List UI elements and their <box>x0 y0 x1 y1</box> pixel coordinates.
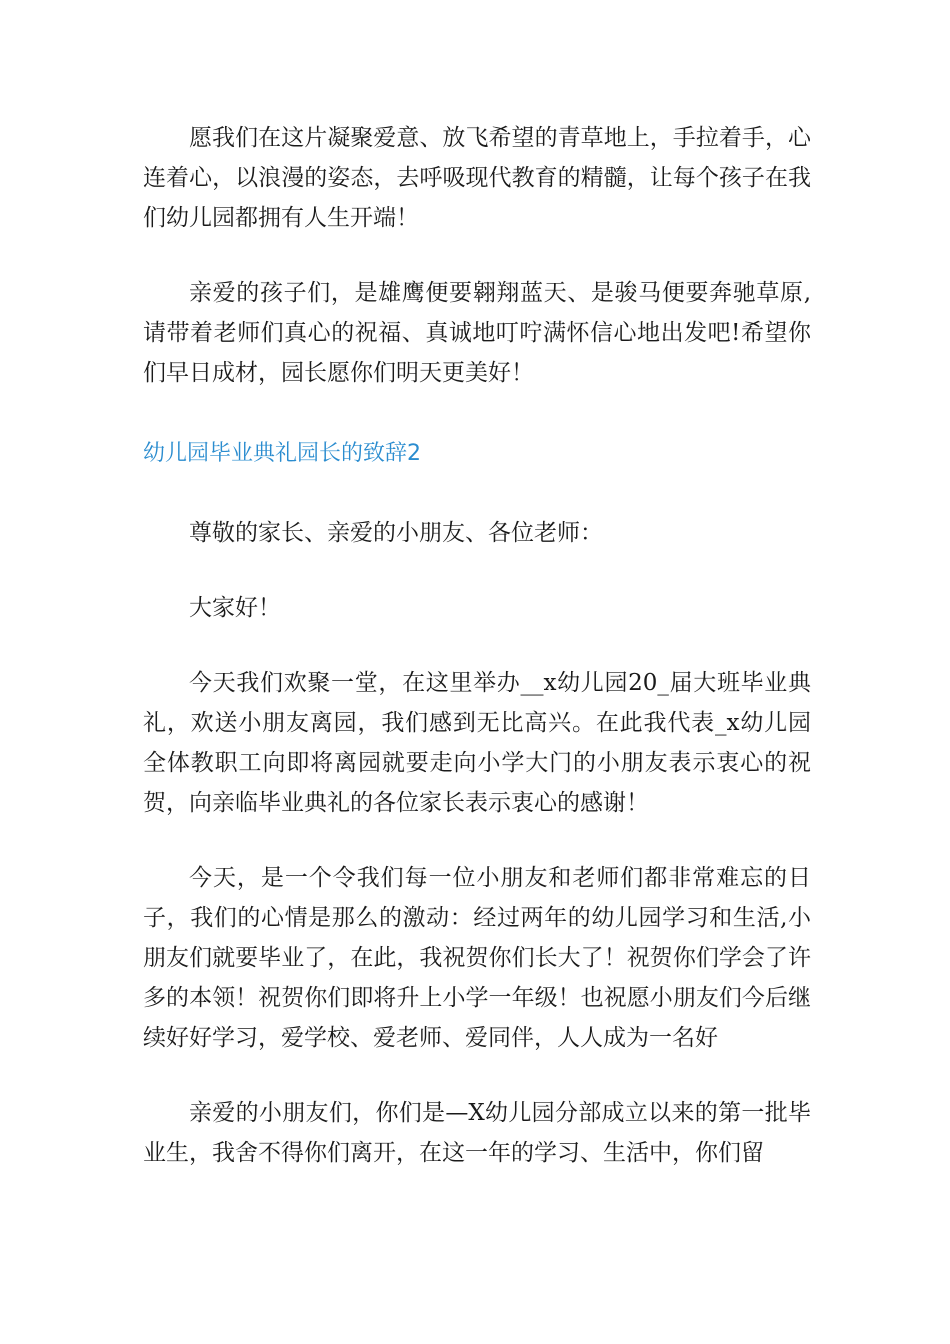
paragraph-wish: 愿我们在这片凝聚爱意、放飞希望的青草地上，手拉着手，心连着心，以浪漫的姿态，去呼吸现代教育的精髓，让每个孩子在我们幼儿园都拥有人生开端！ <box>143 125 811 231</box>
paragraph-greeting: 大家好！ <box>189 595 281 621</box>
section-heading: 幼儿园毕业典礼园长的致辞2 <box>143 441 421 466</box>
paragraph-dear-children: 亲爱的孩子们，是雄鹰便要翱翔蓝天、是骏马便要奔驰草原,请带着老师们真心的祝福、真诚地叮咛满怀信心地出发吧!希望你们早日成材，园长愿你们明天更美好！ <box>143 280 811 386</box>
paragraph-today: 今天，是一个令我们每一位小朋友和老师们都非常难忘的日子，我们的心情是那么的激动：经过两年的幼儿园学习和生活,小朋友们就要毕业了，在此，我祝贺你们长大了！祝贺你们学会了许多的本领！祝贺你们即将升上小学一年级！也祝愿小朋友们今后继续好好学习，爱学校、爱老师、爱同伴，人人成为一名好 <box>143 865 811 1051</box>
document-page <box>143 118 811 1173</box>
paragraph-first-graduates: 亲爱的小朋友们，你们是—X幼儿园分部成立以来的第一批毕业生，我舍不得你们离开，在这一年的学习、生活中，你们留 <box>143 1100 811 1166</box>
paragraph-ceremony: 今天我们欢聚一堂，在这里举办__x幼儿园20_届大班毕业典礼，欢送小朋友离园，我们感到无比高兴。在此我代表_x幼儿园全体教职工向即将离园就要走向小学大门的小朋友表示衷心的祝贺，向亲临毕业典礼的各位家长表示衷心的感谢！ <box>143 670 811 816</box>
paragraph-salutation: 尊敬的家长、亲爱的小朋友、各位老师： <box>189 520 603 546</box>
